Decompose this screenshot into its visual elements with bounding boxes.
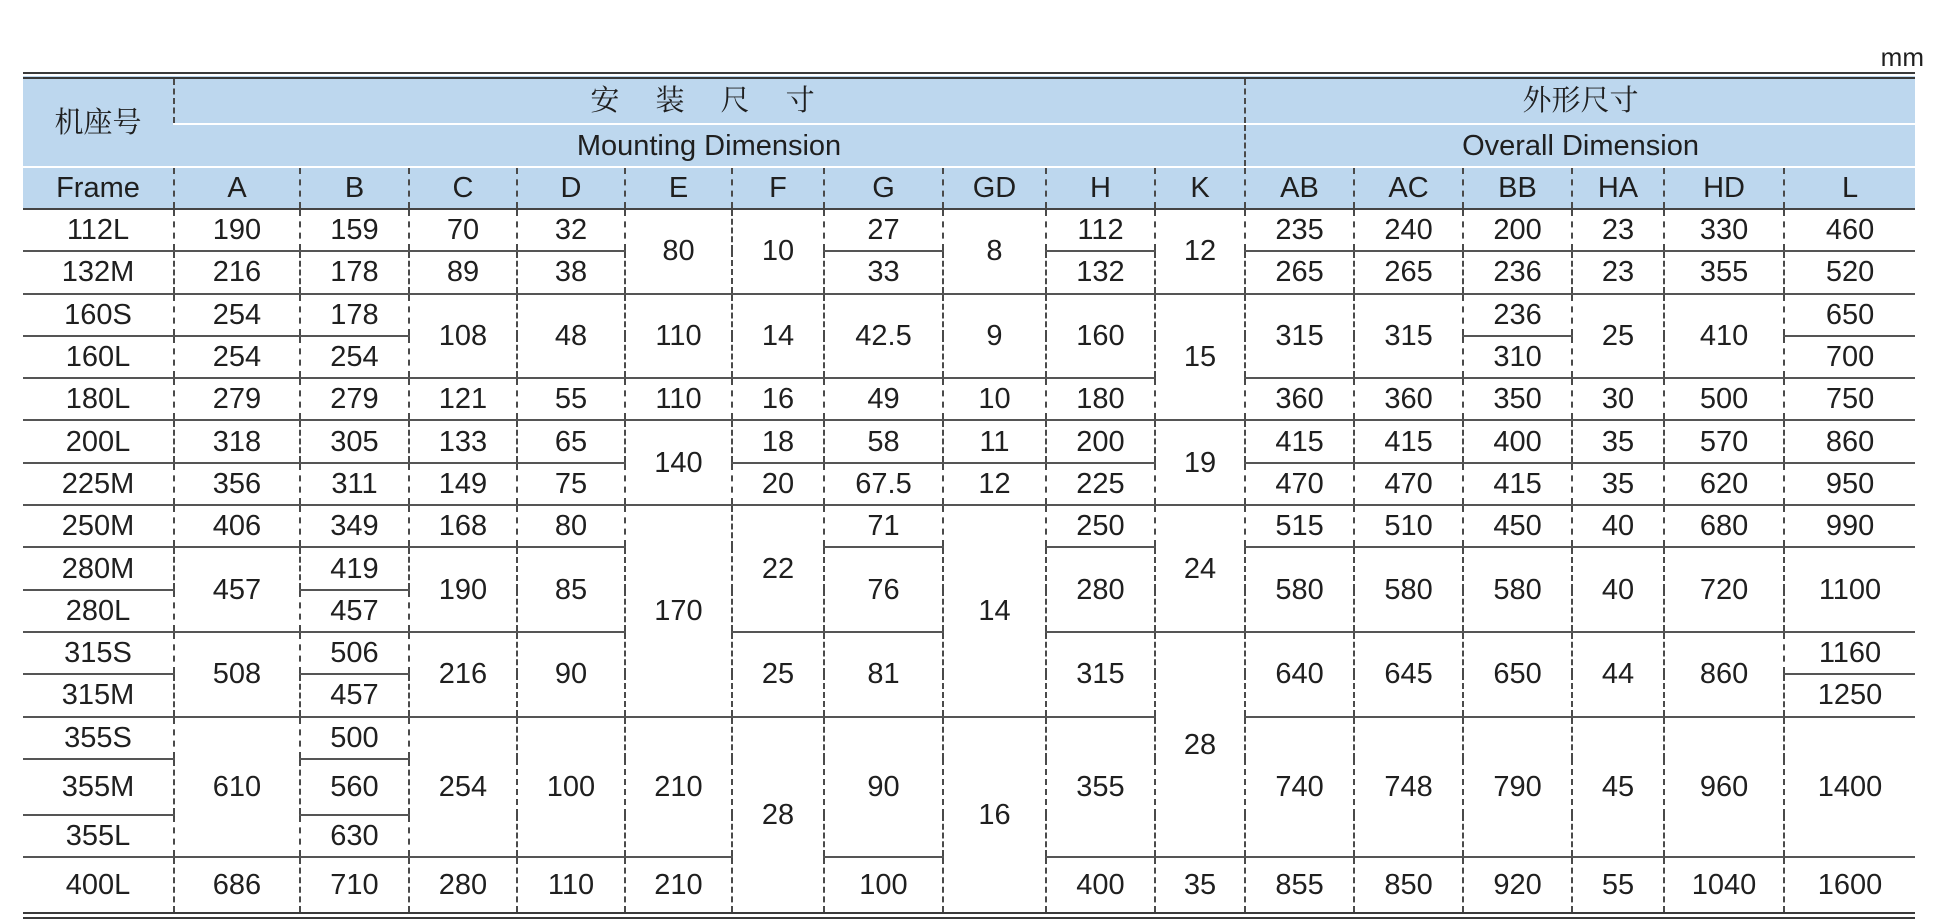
cell-h: 200 xyxy=(1046,420,1155,462)
cell-ha: 23 xyxy=(1572,209,1664,251)
cell-d: 65 xyxy=(517,420,625,462)
cell-f: 10 xyxy=(732,209,824,294)
cell-e: 140 xyxy=(625,420,732,505)
cell-b: 560 xyxy=(300,759,409,815)
cell-ab: 515 xyxy=(1245,505,1354,547)
cell-g: 81 xyxy=(824,632,943,717)
frame-header-cn: 机座号 xyxy=(23,76,174,168)
cell-c: 280 xyxy=(409,857,517,916)
cell-ha: 23 xyxy=(1572,251,1664,293)
cell-ac: 645 xyxy=(1354,632,1463,717)
cell-bb: 790 xyxy=(1463,717,1572,858)
cell-ac: 360 xyxy=(1354,378,1463,420)
cell-d: 38 xyxy=(517,251,625,293)
table-row xyxy=(23,294,1915,336)
cell-l: 1160 xyxy=(1784,632,1915,674)
cell-ac: 748 xyxy=(1354,717,1463,858)
col-header: C xyxy=(409,167,517,209)
cell-d: 32 xyxy=(517,209,625,251)
cell-ha: 44 xyxy=(1572,632,1664,717)
cell-a: 356 xyxy=(174,463,300,505)
cell-hd: 620 xyxy=(1664,463,1784,505)
cell-g: 67.5 xyxy=(824,463,943,505)
cell-ab: 235 xyxy=(1245,209,1354,251)
cell-a: 254 xyxy=(174,336,300,378)
cell-hd: 960 xyxy=(1664,717,1784,858)
cell-gd: 14 xyxy=(943,505,1046,716)
cell-ha: 45 xyxy=(1572,717,1664,858)
cell-gd: 11 xyxy=(943,420,1046,462)
frame-cell: 180L xyxy=(23,378,174,420)
cell-gd: 8 xyxy=(943,209,1046,294)
cell-bb: 415 xyxy=(1463,463,1572,505)
cell-a: 406 xyxy=(174,505,300,547)
cell-l: 990 xyxy=(1784,505,1915,547)
cell-ac: 510 xyxy=(1354,505,1463,547)
cell-bb: 200 xyxy=(1463,209,1572,251)
cell-h: 400 xyxy=(1046,857,1155,916)
col-header: GD xyxy=(943,167,1046,209)
cell-ac: 315 xyxy=(1354,294,1463,379)
cell-c: 70 xyxy=(409,209,517,251)
cell-d: 48 xyxy=(517,294,625,379)
cell-g: 27 xyxy=(824,209,943,251)
cell-a: 279 xyxy=(174,378,300,420)
cell-hd: 355 xyxy=(1664,251,1784,293)
cell-h: 280 xyxy=(1046,547,1155,632)
cell-b: 311 xyxy=(300,463,409,505)
frame-cell: 315S xyxy=(23,632,174,674)
cell-a: 190 xyxy=(174,209,300,251)
cell-bb: 236 xyxy=(1463,294,1572,336)
cell-h: 225 xyxy=(1046,463,1155,505)
cell-h: 315 xyxy=(1046,632,1155,717)
frame-cell: 200L xyxy=(23,420,174,462)
cell-ab: 580 xyxy=(1245,547,1354,632)
cell-l: 460 xyxy=(1784,209,1915,251)
col-header: H xyxy=(1046,167,1155,209)
cell-g: 33 xyxy=(824,251,943,293)
cell-hd: 500 xyxy=(1664,378,1784,420)
cell-ha: 30 xyxy=(1572,378,1664,420)
cell-ha: 40 xyxy=(1572,547,1664,632)
cell-ac: 240 xyxy=(1354,209,1463,251)
cell-gd: 9 xyxy=(943,294,1046,379)
col-header: Frame xyxy=(23,167,174,209)
cell-a: 318 xyxy=(174,420,300,462)
cell-bb: 650 xyxy=(1463,632,1572,717)
cell-ab: 315 xyxy=(1245,294,1354,379)
cell-ab: 640 xyxy=(1245,632,1354,717)
cell-k: 35 xyxy=(1155,857,1245,916)
table-row xyxy=(23,717,1915,759)
cell-f: 25 xyxy=(732,632,824,717)
cell-hd: 410 xyxy=(1664,294,1784,379)
cell-k: 15 xyxy=(1155,294,1245,421)
cell-f: 22 xyxy=(732,505,824,632)
cell-a: 457 xyxy=(174,547,300,632)
col-header: F xyxy=(732,167,824,209)
cell-f: 28 xyxy=(732,717,824,916)
frame-cell: 400L xyxy=(23,857,174,916)
cell-hd: 330 xyxy=(1664,209,1784,251)
cell-l: 1400 xyxy=(1784,717,1915,858)
cell-l: 1250 xyxy=(1784,674,1915,716)
cell-l: 650 xyxy=(1784,294,1915,336)
table-row xyxy=(23,209,1915,251)
cell-ha: 55 xyxy=(1572,857,1664,916)
cell-ab: 470 xyxy=(1245,463,1354,505)
frame-cell: 280L xyxy=(23,590,174,632)
frame-cell: 315M xyxy=(23,674,174,716)
cell-d: 90 xyxy=(517,632,625,717)
cell-f: 14 xyxy=(732,294,824,379)
cell-ab: 265 xyxy=(1245,251,1354,293)
cell-k: 12 xyxy=(1155,209,1245,294)
cell-e: 80 xyxy=(625,209,732,294)
frame-cell: 160S xyxy=(23,294,174,336)
frame-cell: 225M xyxy=(23,463,174,505)
cell-c: 108 xyxy=(409,294,517,379)
col-header: BB xyxy=(1463,167,1572,209)
cell-c: 190 xyxy=(409,547,517,632)
cell-g: 49 xyxy=(824,378,943,420)
cell-b: 159 xyxy=(300,209,409,251)
cell-k: 24 xyxy=(1155,505,1245,632)
table-row xyxy=(23,378,1915,420)
cell-hd: 680 xyxy=(1664,505,1784,547)
cell-h: 112 xyxy=(1046,209,1155,251)
cell-ac: 850 xyxy=(1354,857,1463,916)
col-header: B xyxy=(300,167,409,209)
cell-c: 133 xyxy=(409,420,517,462)
cell-g: 71 xyxy=(824,505,943,547)
table-row xyxy=(23,505,1915,547)
cell-l: 1600 xyxy=(1784,857,1915,916)
cell-b: 710 xyxy=(300,857,409,916)
cell-ha: 35 xyxy=(1572,463,1664,505)
cell-b: 178 xyxy=(300,251,409,293)
cell-k: 28 xyxy=(1155,632,1245,857)
cell-ab: 740 xyxy=(1245,717,1354,858)
cell-b: 500 xyxy=(300,717,409,759)
cell-a: 686 xyxy=(174,857,300,916)
cell-d: 100 xyxy=(517,717,625,858)
frame-cell: 355L xyxy=(23,815,174,857)
cell-c: 121 xyxy=(409,378,517,420)
cell-c: 254 xyxy=(409,717,517,858)
cell-bb: 236 xyxy=(1463,251,1572,293)
col-header: AB xyxy=(1245,167,1354,209)
cell-e: 210 xyxy=(625,857,732,916)
cell-l: 700 xyxy=(1784,336,1915,378)
col-header: AC xyxy=(1354,167,1463,209)
cell-d: 110 xyxy=(517,857,625,916)
overall-dimension-en: Overall Dimension xyxy=(1245,124,1915,167)
cell-c: 149 xyxy=(409,463,517,505)
col-header: HD xyxy=(1664,167,1784,209)
cell-hd: 720 xyxy=(1664,547,1784,632)
cell-l: 950 xyxy=(1784,463,1915,505)
col-header: G xyxy=(824,167,943,209)
frame-cell: 250M xyxy=(23,505,174,547)
cell-bb: 350 xyxy=(1463,378,1572,420)
cell-e: 210 xyxy=(625,717,732,858)
cell-e: 170 xyxy=(625,505,732,716)
col-header: HA xyxy=(1572,167,1664,209)
cell-ab: 415 xyxy=(1245,420,1354,462)
cell-ab: 855 xyxy=(1245,857,1354,916)
cell-b: 279 xyxy=(300,378,409,420)
table-row xyxy=(23,463,1915,505)
cell-gd: 12 xyxy=(943,463,1046,505)
cell-d: 85 xyxy=(517,547,625,632)
frame-cell: 132M xyxy=(23,251,174,293)
cell-hd: 570 xyxy=(1664,420,1784,462)
cell-ac: 470 xyxy=(1354,463,1463,505)
cell-bb: 580 xyxy=(1463,547,1572,632)
frame-cell: 355M xyxy=(23,759,174,815)
cell-g: 90 xyxy=(824,717,943,858)
cell-b: 254 xyxy=(300,336,409,378)
cell-a: 216 xyxy=(174,251,300,293)
frame-cell: 280M xyxy=(23,547,174,589)
cell-g: 76 xyxy=(824,547,943,632)
cell-d: 80 xyxy=(517,505,625,547)
cell-l: 520 xyxy=(1784,251,1915,293)
mounting-dimension-en: Mounting Dimension xyxy=(174,124,1245,167)
cell-e: 110 xyxy=(625,378,732,420)
cell-b: 419 xyxy=(300,547,409,589)
col-header: A xyxy=(174,167,300,209)
cell-f: 20 xyxy=(732,463,824,505)
cell-b: 178 xyxy=(300,294,409,336)
cell-f: 18 xyxy=(732,420,824,462)
cell-b: 349 xyxy=(300,505,409,547)
cell-bb: 310 xyxy=(1463,336,1572,378)
cell-a: 508 xyxy=(174,632,300,717)
table-row xyxy=(23,420,1915,462)
cell-bb: 450 xyxy=(1463,505,1572,547)
cell-c: 216 xyxy=(409,632,517,717)
cell-c: 89 xyxy=(409,251,517,293)
cell-c: 168 xyxy=(409,505,517,547)
overall-dimension-cn: 外形尺寸 xyxy=(1245,76,1915,125)
cell-gd: 10 xyxy=(943,378,1046,420)
unit-label: mm xyxy=(1880,42,1924,72)
frame-cell: 112L xyxy=(23,209,174,251)
cell-g: 100 xyxy=(824,857,943,916)
cell-a: 610 xyxy=(174,717,300,858)
cell-ha: 25 xyxy=(1572,294,1664,379)
cell-bb: 400 xyxy=(1463,420,1572,462)
cell-d: 55 xyxy=(517,378,625,420)
cell-hd: 1040 xyxy=(1664,857,1784,916)
frame-cell: 355S xyxy=(23,717,174,759)
cell-f: 16 xyxy=(732,378,824,420)
cell-d: 75 xyxy=(517,463,625,505)
cell-bb: 920 xyxy=(1463,857,1572,916)
cell-ac: 415 xyxy=(1354,420,1463,462)
cell-ha: 40 xyxy=(1572,505,1664,547)
cell-h: 160 xyxy=(1046,294,1155,379)
col-header: D xyxy=(517,167,625,209)
col-header: L xyxy=(1784,167,1915,209)
cell-b: 506 xyxy=(300,632,409,674)
cell-k: 19 xyxy=(1155,420,1245,505)
cell-hd: 860 xyxy=(1664,632,1784,717)
cell-g: 42.5 xyxy=(824,294,943,379)
col-header: E xyxy=(625,167,732,209)
cell-gd: 16 xyxy=(943,717,1046,916)
cell-b: 305 xyxy=(300,420,409,462)
mounting-dimension-cn: 安 装 尺 寸 xyxy=(174,76,1245,125)
dimension-table xyxy=(23,72,1915,919)
cell-g: 58 xyxy=(824,420,943,462)
col-header: K xyxy=(1155,167,1245,209)
cell-h: 355 xyxy=(1046,717,1155,858)
cell-l: 860 xyxy=(1784,420,1915,462)
frame-cell: 160L xyxy=(23,336,174,378)
cell-ac: 580 xyxy=(1354,547,1463,632)
cell-l: 750 xyxy=(1784,378,1915,420)
cell-a: 254 xyxy=(174,294,300,336)
cell-l: 1100 xyxy=(1784,547,1915,632)
cell-h: 180 xyxy=(1046,378,1155,420)
cell-b: 457 xyxy=(300,590,409,632)
cell-b: 630 xyxy=(300,815,409,857)
cell-h: 132 xyxy=(1046,251,1155,293)
cell-ac: 265 xyxy=(1354,251,1463,293)
cell-e: 110 xyxy=(625,294,732,379)
cell-ha: 35 xyxy=(1572,420,1664,462)
cell-b: 457 xyxy=(300,674,409,716)
cell-h: 250 xyxy=(1046,505,1155,547)
cell-ab: 360 xyxy=(1245,378,1354,420)
